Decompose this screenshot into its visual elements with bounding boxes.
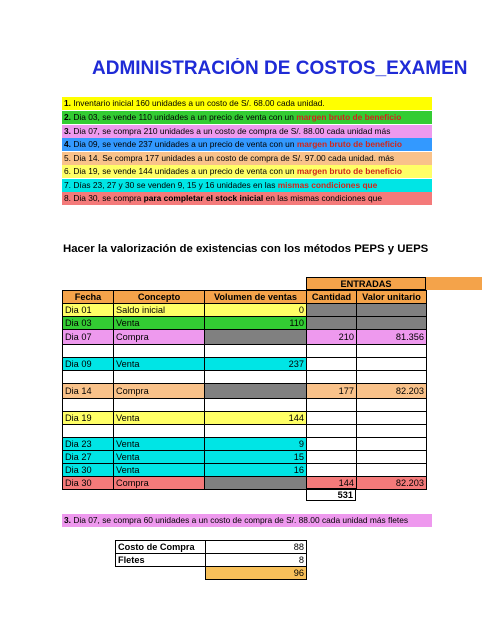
line-number: 6. [64,166,71,176]
line-number: 4. [64,139,71,149]
cost-value[interactable]: 88 [206,541,307,554]
line-number: 8. [64,193,71,203]
empty-cell[interactable] [307,399,357,412]
problem-line-3 [62,125,432,138]
cantidad-cell[interactable]: 177 [307,384,357,399]
empty-cell[interactable] [63,345,114,358]
empty-cell[interactable] [357,425,427,438]
empty-cell[interactable] [114,345,205,358]
cost-row [116,554,307,567]
empty-cell[interactable] [63,425,114,438]
line-number: 3. [64,126,71,136]
problem-line-2 [62,111,432,124]
volumen-cell[interactable]: 110 [205,317,307,330]
cost-label[interactable]: Costo de Compra [116,541,206,554]
note-text: Dia 07, se compra 60 unidades a un costo de compra de S/. 88.00 cada unidad más fletes [71,515,409,525]
empty-cell[interactable] [357,345,427,358]
concepto-cell[interactable]: Compra [114,477,205,490]
cantidad-cell[interactable] [307,438,357,451]
valor-unitario-cell[interactable] [357,464,427,477]
empty-cell[interactable] [205,345,307,358]
line-text: Días 23, 27 y 30 se venden 9, 15 y 16 unidades en las [71,180,278,190]
volumen-cell[interactable]: 16 [205,464,307,477]
line-text: Dia 14. Se compra 177 unidades a un costo de compra de S/. 97.00 cada unidad. más [71,153,395,163]
line-text: Dia 30, se compra [71,193,144,203]
note-line-3 [62,514,432,527]
valor-unitario-cell[interactable] [357,304,427,317]
cantidad-cell[interactable] [307,304,357,317]
problem-line-6 [62,165,432,178]
table-row [63,412,427,425]
table-row [63,384,427,399]
concepto-cell[interactable]: Saldo inicial [114,304,205,317]
line-text: Inventario inicial 160 unidades a un costo de S/. 68.00 cada unidad. [71,98,325,108]
volumen-cell[interactable] [205,477,307,490]
line-highlight: margen bruto de beneficio [296,139,402,149]
instruction-text: Hacer la valorización de existencias con los métodos PEPS y UEPS [63,243,429,255]
empty-cell[interactable] [114,425,205,438]
header-cantidad[interactable]: Cantidad [307,291,357,304]
volumen-cell[interactable]: 15 [205,451,307,464]
header-fecha[interactable]: Fecha [63,291,114,304]
table-row [63,358,427,371]
volumen-cell[interactable] [205,330,307,345]
fecha-cell[interactable]: Dia 09 [63,358,114,371]
line-highlight: margen bruto de beneficio [296,166,402,176]
concepto-cell[interactable]: Venta [114,358,205,371]
line-text: Dia 19, se vende 144 unidades a un precio de venta con un [71,166,297,176]
volumen-cell[interactable] [205,384,307,399]
empty-cell[interactable] [307,345,357,358]
concepto-cell[interactable]: Compra [114,384,205,399]
problem-line-8 [62,192,432,205]
cost-value[interactable]: 8 [206,554,307,567]
table-row [63,477,427,490]
empty-cell[interactable] [63,399,114,412]
line-highlight: mismas condiciones que [277,180,378,190]
cost-label[interactable]: Fletes [116,554,206,567]
header-concepto[interactable]: Concepto [114,291,205,304]
entradas-header-extension [426,277,482,290]
table-row [63,451,427,464]
table-row [63,330,427,345]
table-row [63,438,427,451]
valor-unitario-cell[interactable] [357,358,427,371]
problem-line-5 [62,152,432,165]
concepto-cell[interactable]: Venta [114,412,205,425]
empty-cell[interactable] [114,399,205,412]
concepto-cell[interactable]: Venta [114,451,205,464]
cost-table [115,540,307,580]
valor-unitario-cell[interactable] [357,412,427,425]
valor-unitario-cell[interactable]: 81.356 [357,330,427,345]
problem-line-1 [62,97,432,110]
line-text: Dia 07, se compra 210 unidades a un costo de compra de S/. 88.00 cada unidad más [71,126,391,136]
concepto-cell[interactable]: Venta [114,317,205,330]
line-number: 7. [64,180,71,190]
cost-row [116,541,307,554]
fecha-cell[interactable]: Dia 23 [63,438,114,451]
table-row-blank [63,345,427,358]
cantidad-cell[interactable] [307,317,357,330]
table-header-row [63,291,427,304]
cost-label[interactable] [116,567,206,580]
empty-cell[interactable] [205,371,307,384]
empty-cell[interactable] [114,371,205,384]
empty-cell[interactable] [63,371,114,384]
cantidad-cell[interactable] [307,464,357,477]
kardex-table [62,290,427,490]
header-volumen[interactable]: Volumen de ventas [205,291,307,304]
empty-cell[interactable] [205,425,307,438]
empty-cell[interactable] [357,399,427,412]
valor-unitario-cell[interactable] [357,317,427,330]
fecha-cell[interactable]: Dia 14 [63,384,114,399]
volumen-cell[interactable]: 9 [205,438,307,451]
table-row-blank [63,371,427,384]
valor-unitario-cell[interactable]: 82.203 [357,384,427,399]
header-valor-unitario[interactable]: Valor unitario [357,291,427,304]
volumen-cell[interactable]: 144 [205,412,307,425]
empty-cell[interactable] [307,425,357,438]
valor-unitario-cell[interactable] [357,438,427,451]
fecha-cell[interactable]: Dia 30 [63,477,114,490]
cantidad-cell[interactable] [307,358,357,371]
line-number: 5. [64,153,71,163]
valor-unitario-cell[interactable]: 82.203 [357,477,427,490]
fecha-cell[interactable]: Dia 01 [63,304,114,317]
table-row [63,317,427,330]
line-highlight: margen bruto de beneficio [296,112,402,122]
page-title: ADMINISTRACIÓN DE COSTOS_EXAMEN [92,58,468,79]
cantidad-cell[interactable] [307,451,357,464]
empty-cell[interactable] [307,371,357,384]
line-text: Dia 09, se vende 237 unidades a un precio de venta con un [71,139,297,149]
problem-line-4 [62,138,432,151]
table-row-blank [63,399,427,412]
total-cantidad[interactable]: 531 [306,488,356,501]
line-highlight: para completar el stock inicial [143,193,264,203]
fecha-cell[interactable]: Dia 27 [63,451,114,464]
line-tail: en las mismas condiciones que [263,193,382,203]
table-row [63,304,427,317]
cantidad-cell[interactable]: 210 [307,330,357,345]
cost-row [116,567,307,580]
concepto-cell[interactable]: Venta [114,464,205,477]
fecha-cell[interactable]: Dia 03 [63,317,114,330]
volumen-cell[interactable]: 0 [205,304,307,317]
volumen-cell[interactable]: 237 [205,358,307,371]
line-number: 2. [64,112,71,122]
valor-unitario-cell[interactable] [357,451,427,464]
concepto-cell[interactable]: Compra [114,330,205,345]
entradas-header[interactable]: ENTRADAS [306,277,426,290]
note-number: 3. [64,515,71,525]
cost-value[interactable]: 96 [206,567,307,580]
cantidad-cell[interactable] [307,412,357,425]
line-text: Dia 03, se vende 110 unidades a un precio de venta con un [71,112,297,122]
line-number: 1. [64,98,71,108]
problem-line-7 [62,179,432,192]
fecha-cell[interactable]: Dia 19 [63,412,114,425]
fecha-cell[interactable]: Dia 07 [63,330,114,345]
fecha-cell[interactable]: Dia 30 [63,464,114,477]
empty-cell[interactable] [357,371,427,384]
cantidad-cell[interactable]: 144 [307,477,357,490]
empty-cell[interactable] [205,399,307,412]
table-row [63,464,427,477]
table-row-blank [63,425,427,438]
concepto-cell[interactable]: Venta [114,438,205,451]
